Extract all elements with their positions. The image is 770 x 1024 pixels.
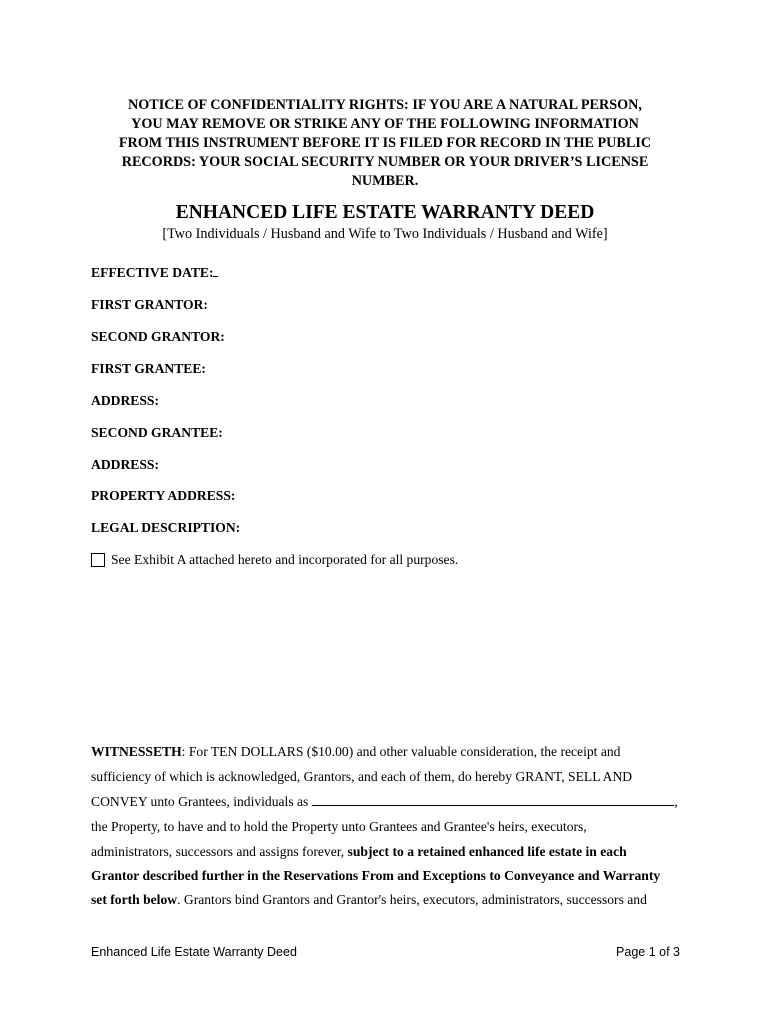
exhibit-a-checkbox[interactable] xyxy=(91,553,105,567)
first-grantor-field[interactable] xyxy=(91,296,208,314)
footer-document-name: Enhanced Life Estate Warranty Deed xyxy=(91,945,297,959)
document-title: ENHANCED LIFE ESTATE WARRANTY DEED xyxy=(175,202,595,223)
legal-description-field[interactable] xyxy=(91,519,240,537)
address-label: ADDRESS: xyxy=(91,457,159,472)
property-address-field[interactable] xyxy=(91,487,235,505)
witnesseth-text: administrators, successors and assigns forever, xyxy=(91,844,348,859)
second-grantor-label: SECOND GRANTOR: xyxy=(91,329,225,344)
witnesseth-text: CONVEY unto Grantees, individuals as xyxy=(91,794,309,809)
witnesseth-line: the Property, to have and to hold the Property unto Grantees and Grantee's heirs, executors, xyxy=(91,819,587,834)
footer-page-number: Page 1 of 3 xyxy=(616,945,680,959)
exhibit-a-option[interactable] xyxy=(91,551,458,569)
witnesseth-bold-text: set forth below xyxy=(91,892,178,907)
notice-line: YOU MAY REMOVE OR STRIKE ANY OF THE FOLLOWING INFORMATION xyxy=(131,116,639,132)
witnesseth-bold-text: subject to a retained enhanced life estate in each xyxy=(347,844,627,859)
witnesseth-line xyxy=(91,843,627,861)
second-grantee-field[interactable] xyxy=(91,424,223,442)
second-grantee-label: SECOND GRANTEE: xyxy=(91,425,223,440)
second-grantor-field[interactable] xyxy=(91,328,225,346)
witnesseth-line xyxy=(91,793,678,811)
effective-date-label: EFFECTIVE DATE: xyxy=(91,265,214,280)
notice-line: NUMBER. xyxy=(351,173,419,189)
grantee-tenancy-blank[interactable] xyxy=(312,793,674,806)
witnesseth-text: : For TEN DOLLARS ($10.00) and other valuable consideration, the receipt and xyxy=(181,744,621,759)
effective-date-blank[interactable] xyxy=(213,264,218,277)
first-grantee-label: FIRST GRANTEE: xyxy=(91,361,206,376)
witnesseth-heading: WITNESSETH xyxy=(91,744,182,759)
witnesseth-line xyxy=(91,743,620,761)
witnesseth-line xyxy=(91,891,647,909)
document-subtitle: [Two Individuals / Husband and Wife to Two Individuals / Husband and Wife] xyxy=(162,226,608,242)
property-address-label: PROPERTY ADDRESS: xyxy=(91,488,236,503)
legal-description-label: LEGAL DESCRIPTION: xyxy=(91,520,241,535)
confidentiality-notice xyxy=(95,96,675,191)
first-grantee-field[interactable] xyxy=(91,360,206,378)
witnesseth-line: sufficiency of which is acknowledged, Grantors, and each of them, do hereby GRANT, SELL AND xyxy=(91,769,633,784)
first-grantee-address-field[interactable] xyxy=(91,392,159,410)
address-label: ADDRESS: xyxy=(91,393,159,408)
witnesseth-text: . Grantors bind Grantors and Grantor's heirs, executors, administrators, successors and xyxy=(177,892,647,907)
witnesseth-text: , xyxy=(674,794,678,809)
notice-line: FROM THIS INSTRUMENT BEFORE IT IS FILED FOR RECORD IN THE PUBLIC xyxy=(118,135,652,151)
witnesseth-line: Grantor described further in the Reservations From and Exceptions to Conveyance and Warranty xyxy=(91,868,661,883)
notice-line: RECORDS: YOUR SOCIAL SECURITY NUMBER OR YOUR DRIVER’S LICENSE xyxy=(121,154,649,170)
effective-date-field[interactable] xyxy=(91,264,218,282)
first-grantor-label: FIRST GRANTOR: xyxy=(91,297,208,312)
notice-line: NOTICE OF CONFIDENTIALITY RIGHTS: IF YOU ARE A NATURAL PERSON, xyxy=(128,97,642,113)
exhibit-a-text: See Exhibit A attached hereto and incorporated for all purposes. xyxy=(111,552,459,567)
second-grantee-address-field[interactable] xyxy=(91,456,159,474)
